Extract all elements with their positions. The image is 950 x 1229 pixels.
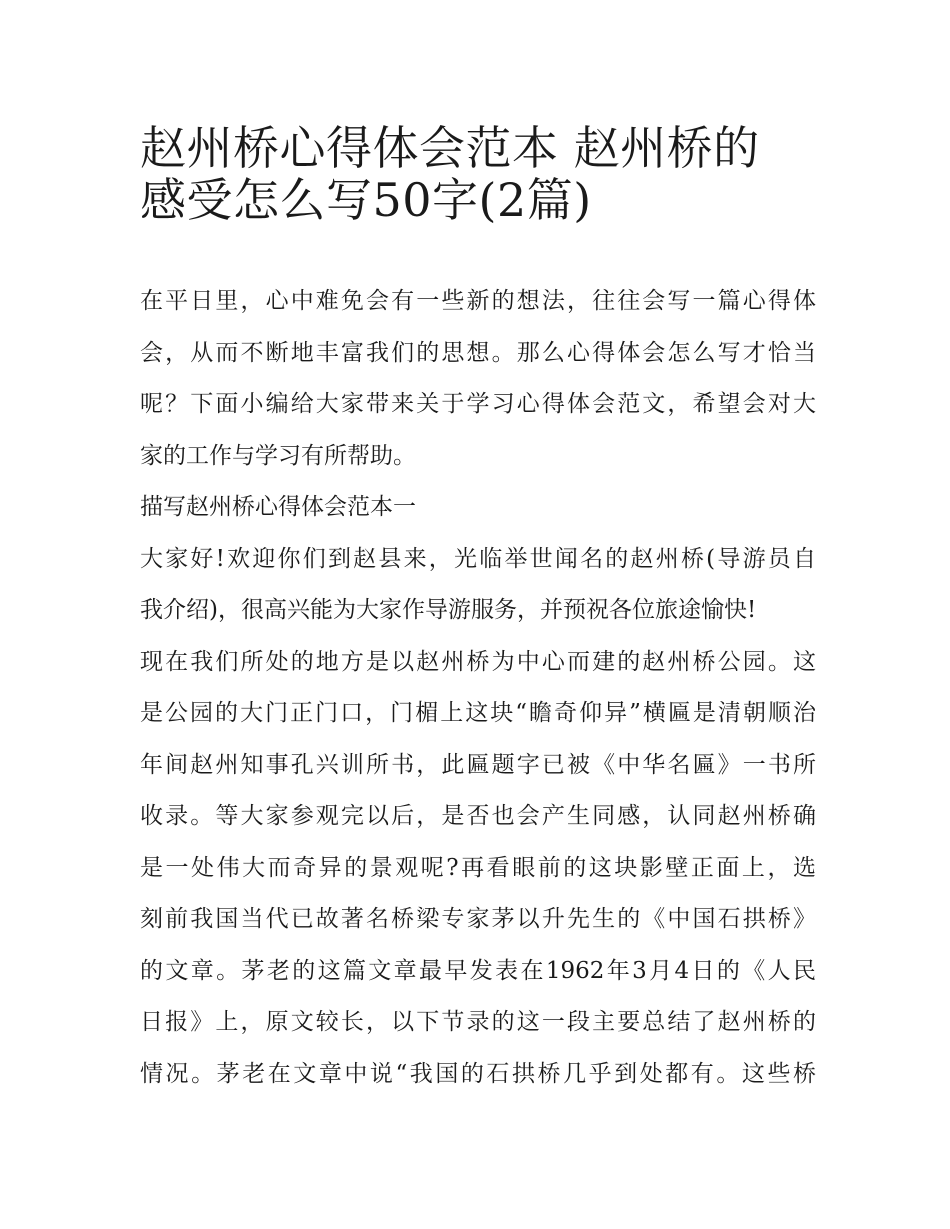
body-line: 家的工作与学习有所帮助。 — [140, 442, 416, 469]
body-line: 收录。等大家参观完以后，是否也会产生同感，认同赵州桥确 — [140, 803, 816, 829]
title-line-2: 感受怎么写50字(2篇) — [140, 172, 592, 227]
body-line: 是一处伟大而奇异的景观呢?再看眼前的这块影壁正面上，选 — [140, 854, 816, 881]
body-line: 呢？下面小编给大家带来关于学习心得体会范文，希望会对大 — [140, 391, 816, 417]
body-line: 的文章。茅老的这篇文章最早发表在1962年3月4日的《人民 — [140, 957, 816, 984]
body-line: 现在我们所处的地方是以赵州桥为中心而建的赵州桥公园。这 — [140, 648, 816, 675]
body-line: 是公园的大门正门口，门楣上这块“瞻奇仰异”横匾是清朝顺治 — [140, 700, 816, 726]
body-line: 年间赵州知事孔兴训所书，此匾题字已被《中华名匾》一书所 — [140, 751, 816, 778]
body-line: 情况。茅老在文章中说“我国的石拱桥几乎到处都有。这些桥 — [140, 1060, 816, 1087]
body-line: 大家好!欢迎你们到赵县来，光临举世闻名的赵州桥(导游员自 — [140, 545, 816, 572]
body-line: 刻前我国当代已故著名桥梁专家茅以升先生的《中国石拱桥》 — [140, 906, 816, 932]
document-body — [140, 276, 816, 1100]
body-line: 日报》上，原文较长，以下节录的这一段主要总结了赵州桥的 — [140, 1009, 816, 1035]
body-line: 我介绍)，很高兴能为大家作导游服务，并预祝各位旅途愉快! — [140, 597, 757, 623]
document-title — [140, 112, 820, 227]
body-line: 描写赵州桥心得体会范本一 — [140, 494, 416, 520]
body-line: 会，从而不断地丰富我们的思想。那么心得体会怎么写才恰当 — [140, 339, 816, 366]
title-line-1: 赵州桥心得体会范本 赵州桥的 — [140, 121, 760, 175]
body-line: 在平日里，心中难免会有一些新的想法，往往会写一篇心得体 — [140, 288, 816, 314]
